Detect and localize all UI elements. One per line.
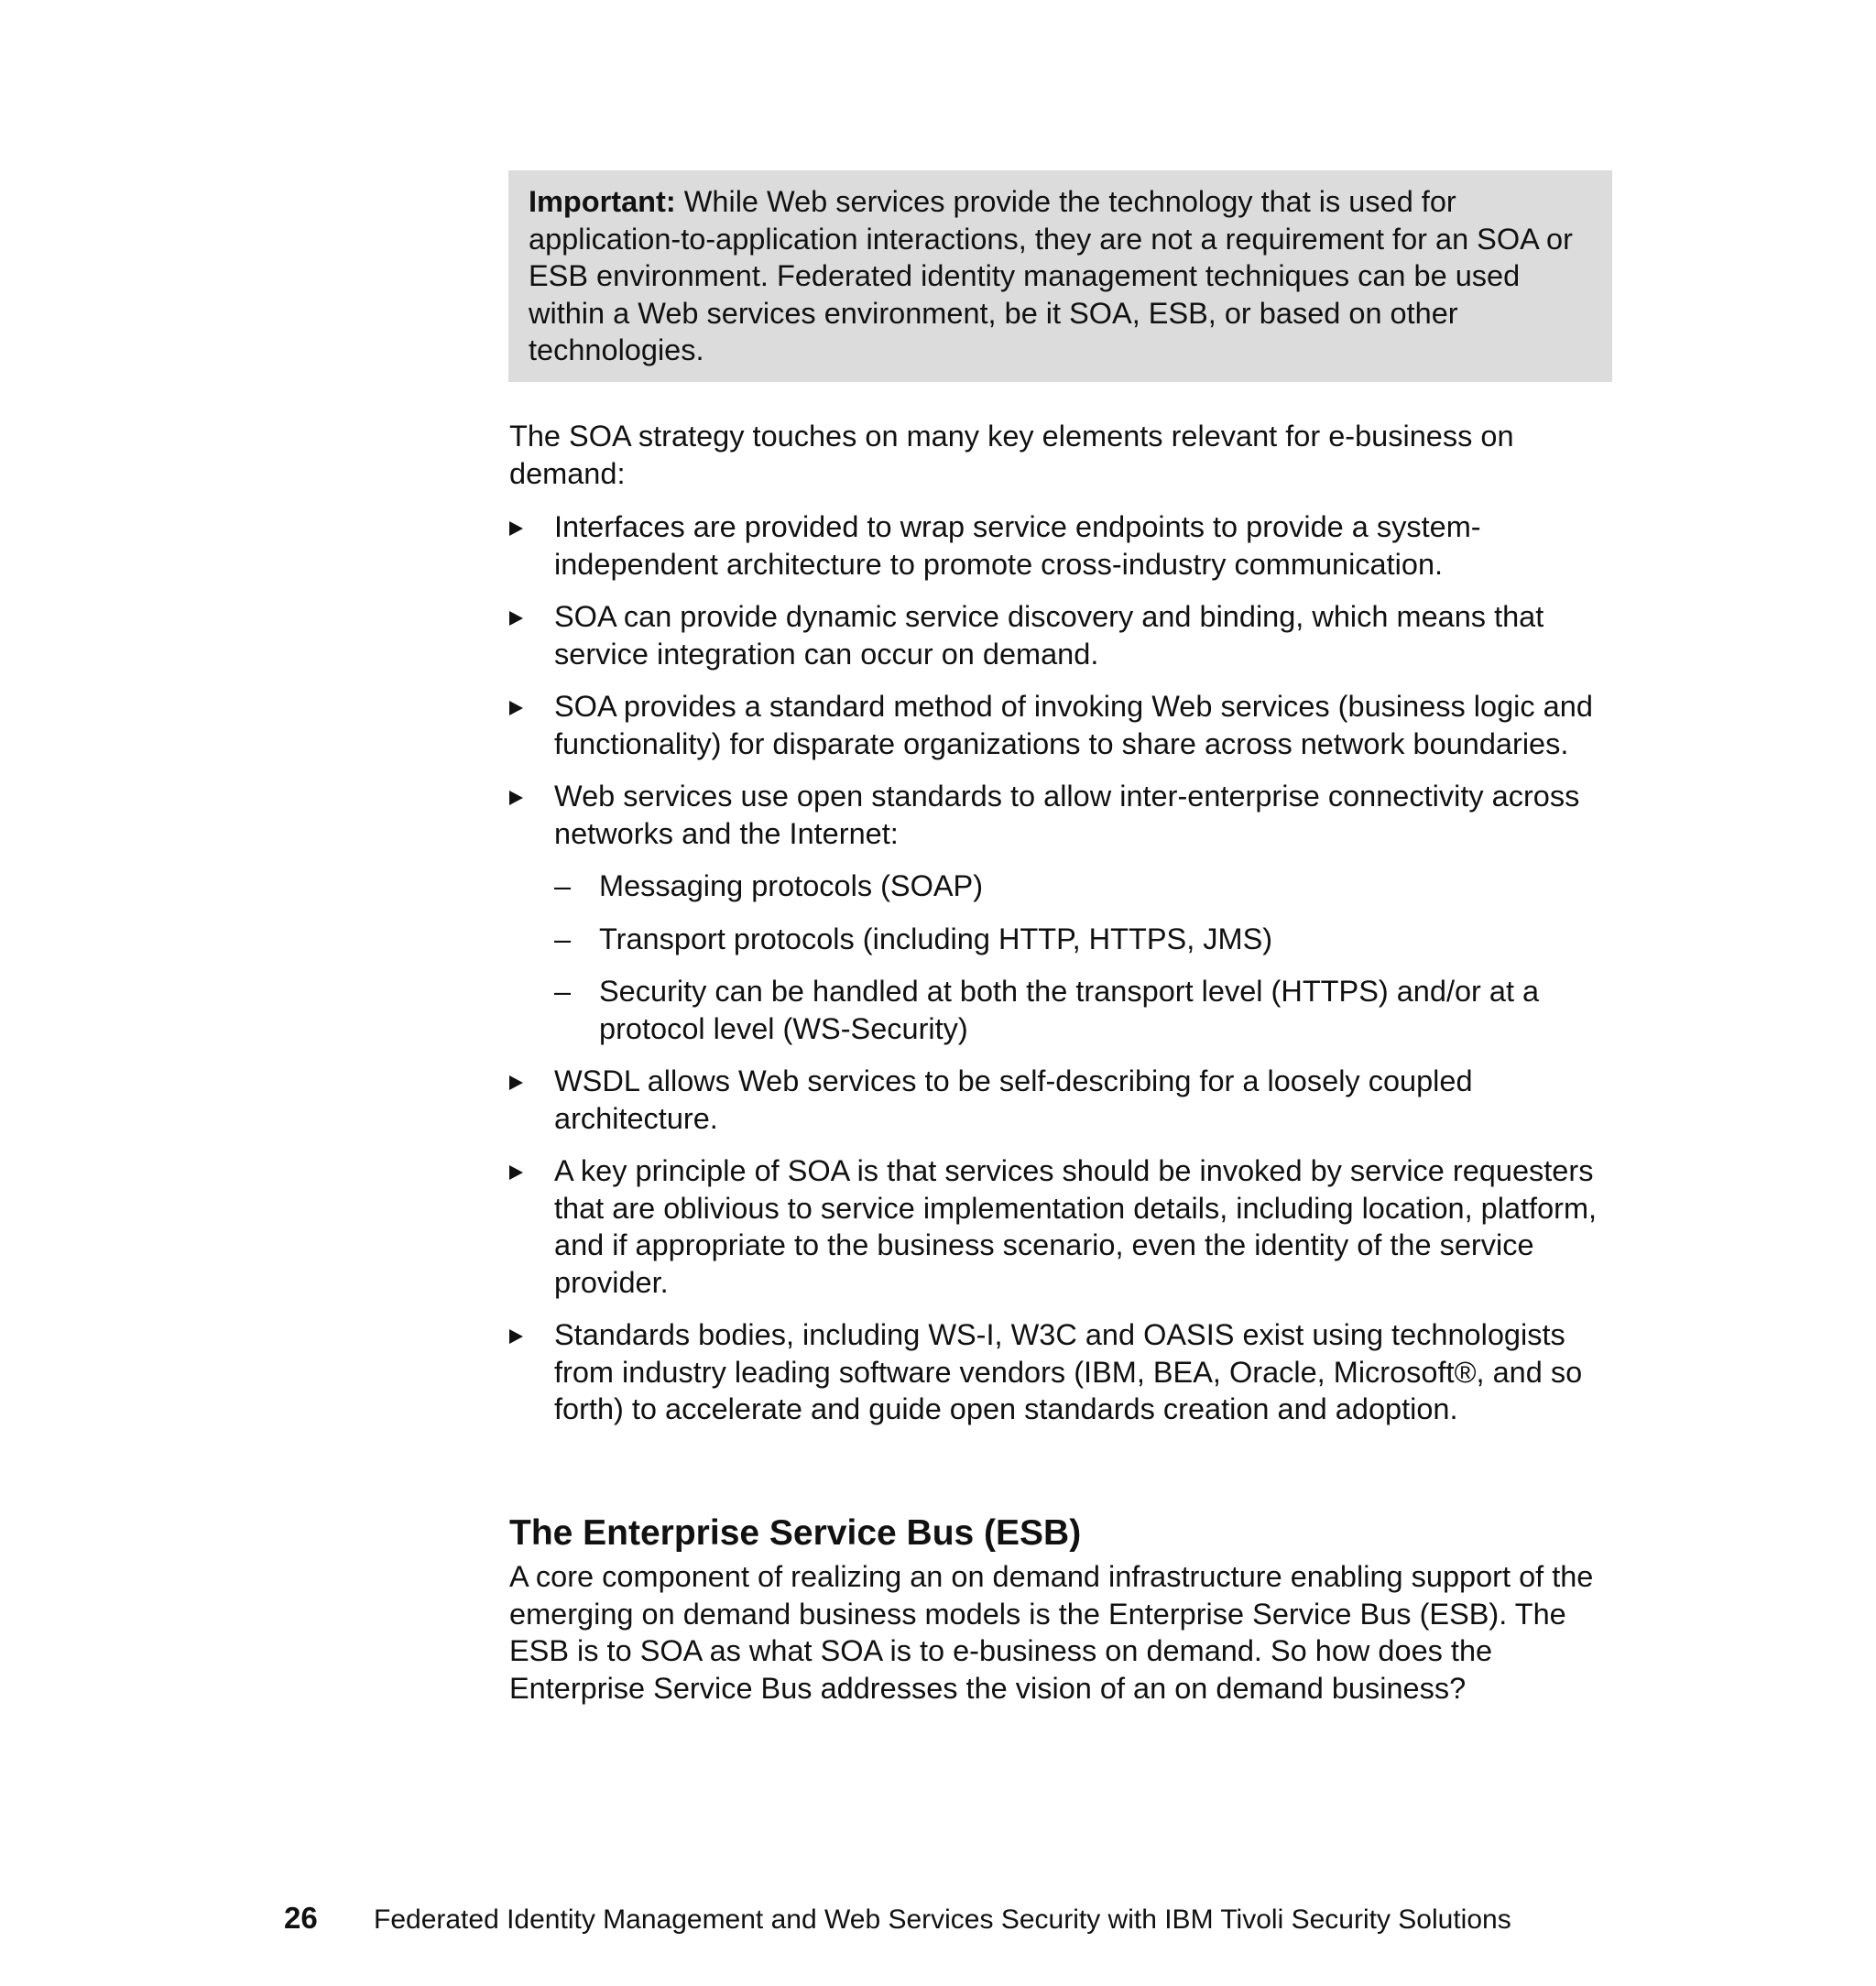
- list-item: [509, 508, 1618, 583]
- intro-paragraph: The SOA strategy touches on many key elements relevant for e-business on demand:: [509, 420, 1514, 490]
- triangle-bullet-icon: [509, 791, 523, 805]
- sub-list-item-text: Messaging protocols (SOAP): [599, 869, 984, 902]
- book-title: Federated Identity Management and Web Services Security with IBM Tivoli Security Solutions: [374, 1904, 1511, 1935]
- list-item-text: Interfaces are provided to wrap service endpoints to provide a system-independent architecture to promote cross-industry communication.: [554, 510, 1481, 581]
- important-note-box: [508, 170, 1612, 382]
- list-item-text: Web services use open standards to allow inter-enterprise connectivity across networks and the Internet:: [554, 780, 1580, 850]
- triangle-bullet-icon: [509, 1329, 523, 1344]
- dash-marker: –: [554, 975, 572, 1008]
- dash-marker: –: [554, 869, 572, 902]
- sub-list-item-text: Transport protocols (including HTTP, HTTPS, JMS): [599, 922, 1273, 955]
- list-item-text: SOA provides a standard method of invoking Web services (business logic and functionality) for disparate organizations to share across network boundaries.: [554, 690, 1593, 760]
- list-item: [509, 688, 1618, 762]
- list-item: [509, 1063, 1618, 1137]
- triangle-bullet-icon: [509, 1165, 523, 1180]
- triangle-bullet-icon: [509, 521, 523, 536]
- triangle-bullet-icon: [509, 1075, 523, 1090]
- esb-paragraph: A core component of realizing an on demand infrastructure enabling support of the emerging on demand business models is the Enterprise Service Bus (ESB). The ESB is to SOA as what SOA is to e-business on demand. So how does the Enterprise Service Bus addresses the vision of an on demand business?: [509, 1560, 1594, 1705]
- sub-list-item: [554, 921, 1618, 958]
- list-item: [509, 598, 1618, 672]
- sub-list-item: [554, 868, 1618, 905]
- page-number: 26: [284, 1901, 318, 1935]
- important-text: While Web services provide the technology that is used for application-to-application interactions, they are not a requirement for an SOA or ESB environment. Federated identity management techniques can be used within a Web services environment, be it SOA, ESB, or based on other technologies.: [529, 185, 1573, 366]
- protocol-sub-list: [554, 868, 1618, 1047]
- list-item-text: SOA can provide dynamic service discovery and binding, which means that service integration can occur on demand.: [554, 600, 1544, 671]
- list-item: [509, 1316, 1618, 1428]
- list-item-text: WSDL allows Web services to be self-describing for a loosely coupled architecture.: [554, 1064, 1473, 1135]
- dash-marker: –: [554, 922, 572, 955]
- triangle-bullet-icon: [509, 701, 523, 715]
- soa-bullet-list: [509, 508, 1618, 1444]
- list-item: [509, 1152, 1618, 1301]
- triangle-bullet-icon: [509, 611, 523, 626]
- page-footer: [284, 1902, 1511, 1937]
- important-label: Important:: [529, 185, 676, 218]
- section-heading: The Enterprise Service Bus (ESB): [509, 1513, 1082, 1553]
- sub-list-item: [554, 973, 1618, 1047]
- list-item: [509, 778, 1618, 1047]
- sub-list-item-text: Security can be handled at both the transport level (HTTPS) and/or at a protocol level (WS-Security): [599, 975, 1540, 1045]
- list-item-text: A key principle of SOA is that services should be invoked by service requesters that are oblivious to service implementation details, including location, platform, and if appropriate to the business scenario, even the identity of the service provider.: [554, 1154, 1598, 1299]
- list-item-text: Standards bodies, including WS-I, W3C and OASIS exist using technologists from industry leading software vendors (IBM, BEA, Oracle, Microsoft®, and so forth) to accelerate and guide open standards creation and adoption.: [554, 1318, 1583, 1425]
